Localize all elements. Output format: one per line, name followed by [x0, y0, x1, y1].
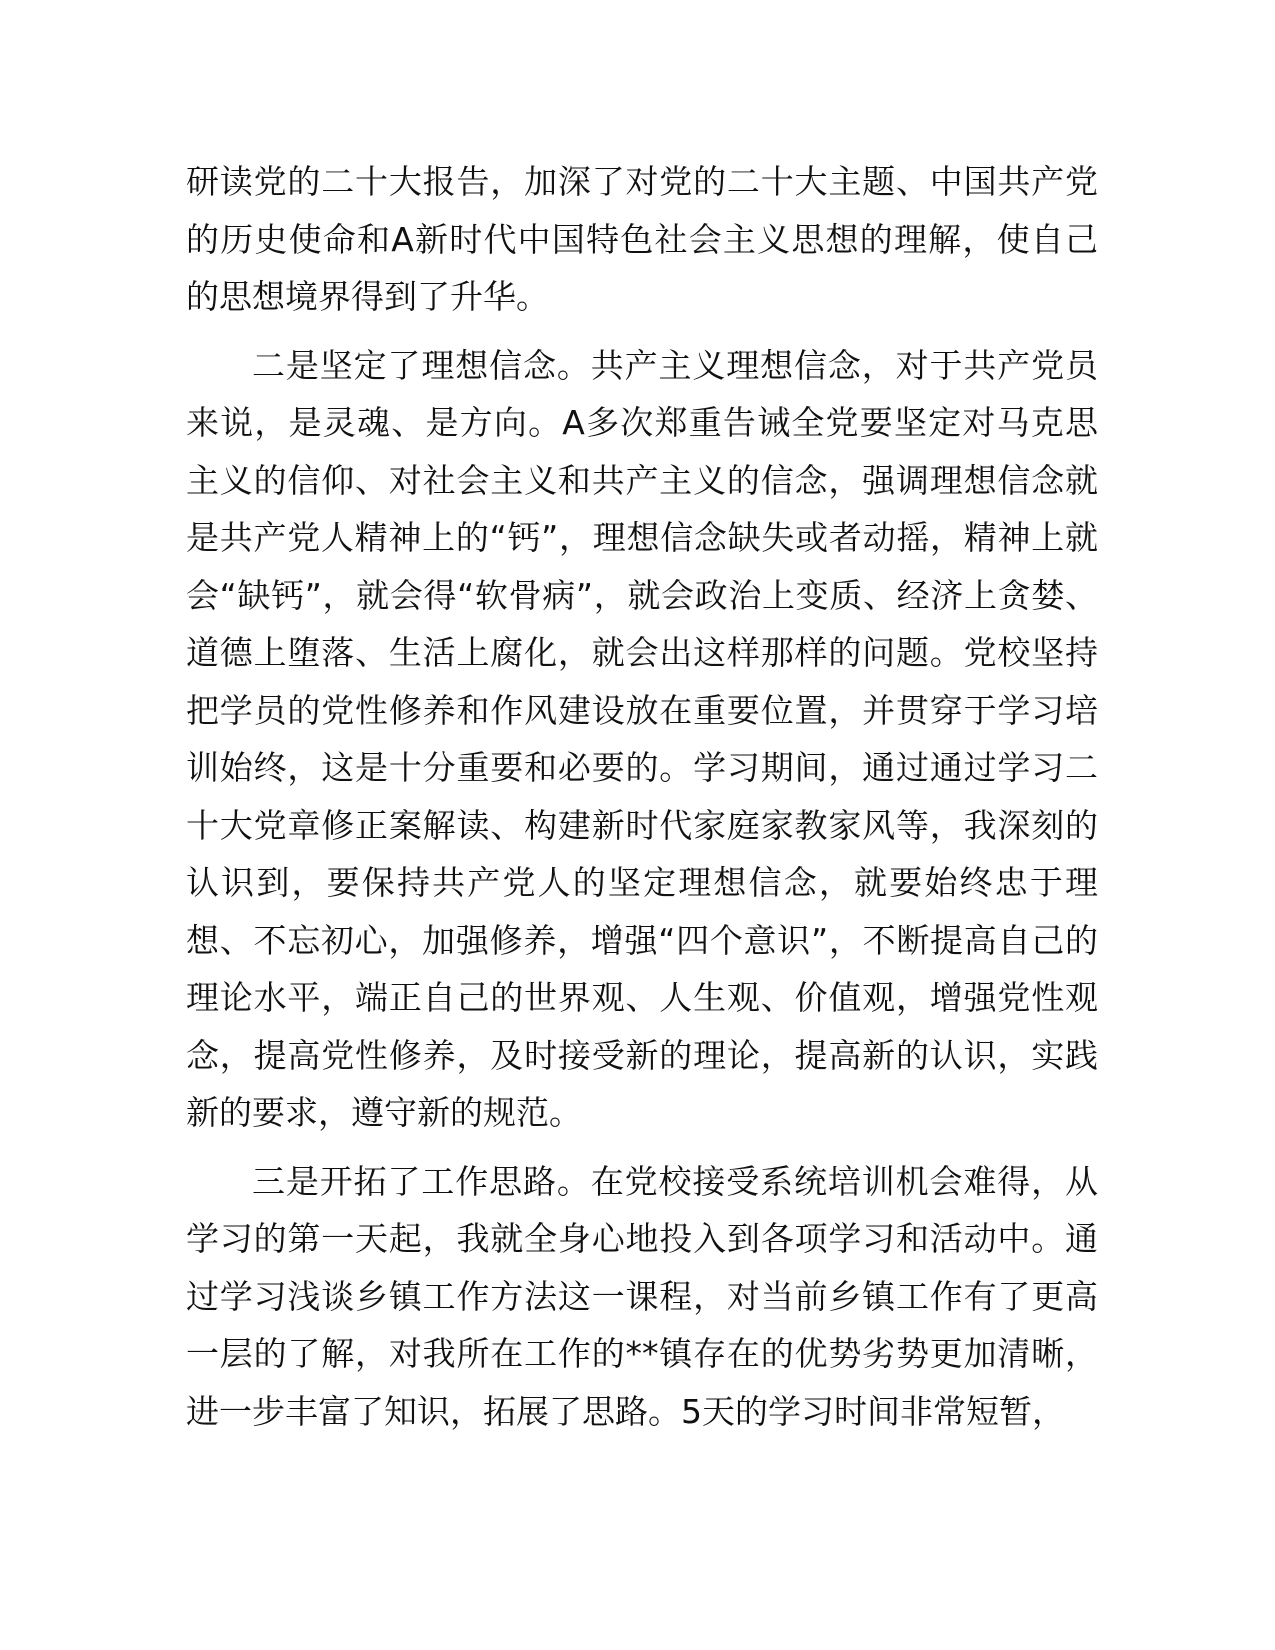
paragraph-1: 研读党的二十大报告，加深了对党的二十大主题、中国共产党的历史使命和A新时代中国特色社会主义思想的理解，使自己的思想境界得到了升华。	[186, 162, 1098, 316]
document-body	[186, 153, 1098, 1440]
paragraph-3: 三是开拓了工作思路。在党校接受系统培训机会难得，从学习的第一天起，我就全身心地投入到各项学习和活动中。通过学习浅谈乡镇工作方法这一课程，对当前乡镇工作有了更高一层的了解，对我所在工作的**镇存在的优势劣势更加清晰，进一步丰富了知识，拓展了思路。5天的学习时间非常短暂，	[186, 1161, 1098, 1431]
paragraph-2: 二是坚定了理想信念。共产主义理想信念，对于共产党员来说，是灵魂、是方向。A多次郑重告诫全党要坚定对马克思主义的信仰、对社会主义和共产主义的信念，强调理想信念就是共产党人精神上的“钙”，理想信念缺失或者动摇，精神上就会“缺钙”，就会得“软骨病”，就会政治上变质、经济上贪婪、道德上堕落、生活上腐化，就会出这样那样的问题。党校坚持把学员的党性修养和作风建设放在重要位置，并贯穿于学习培训始终，这是十分重要和必要的。学习期间，通过通过学习二十大党章修正案解读、构建新时代家庭家教家风等，我深刻的认识到，要保持共产党人的坚定理想信念，就要始终忠于理想、不忘初心，加强修养，增强“四个意识”，不断提高自己的理论水平，端正自己的世界观、人生观、价值观，增强党性观念，提高党性修养，及时接受新的理论，提高新的认识，实践新的要求，遵守新的规范。	[186, 345, 1098, 1132]
